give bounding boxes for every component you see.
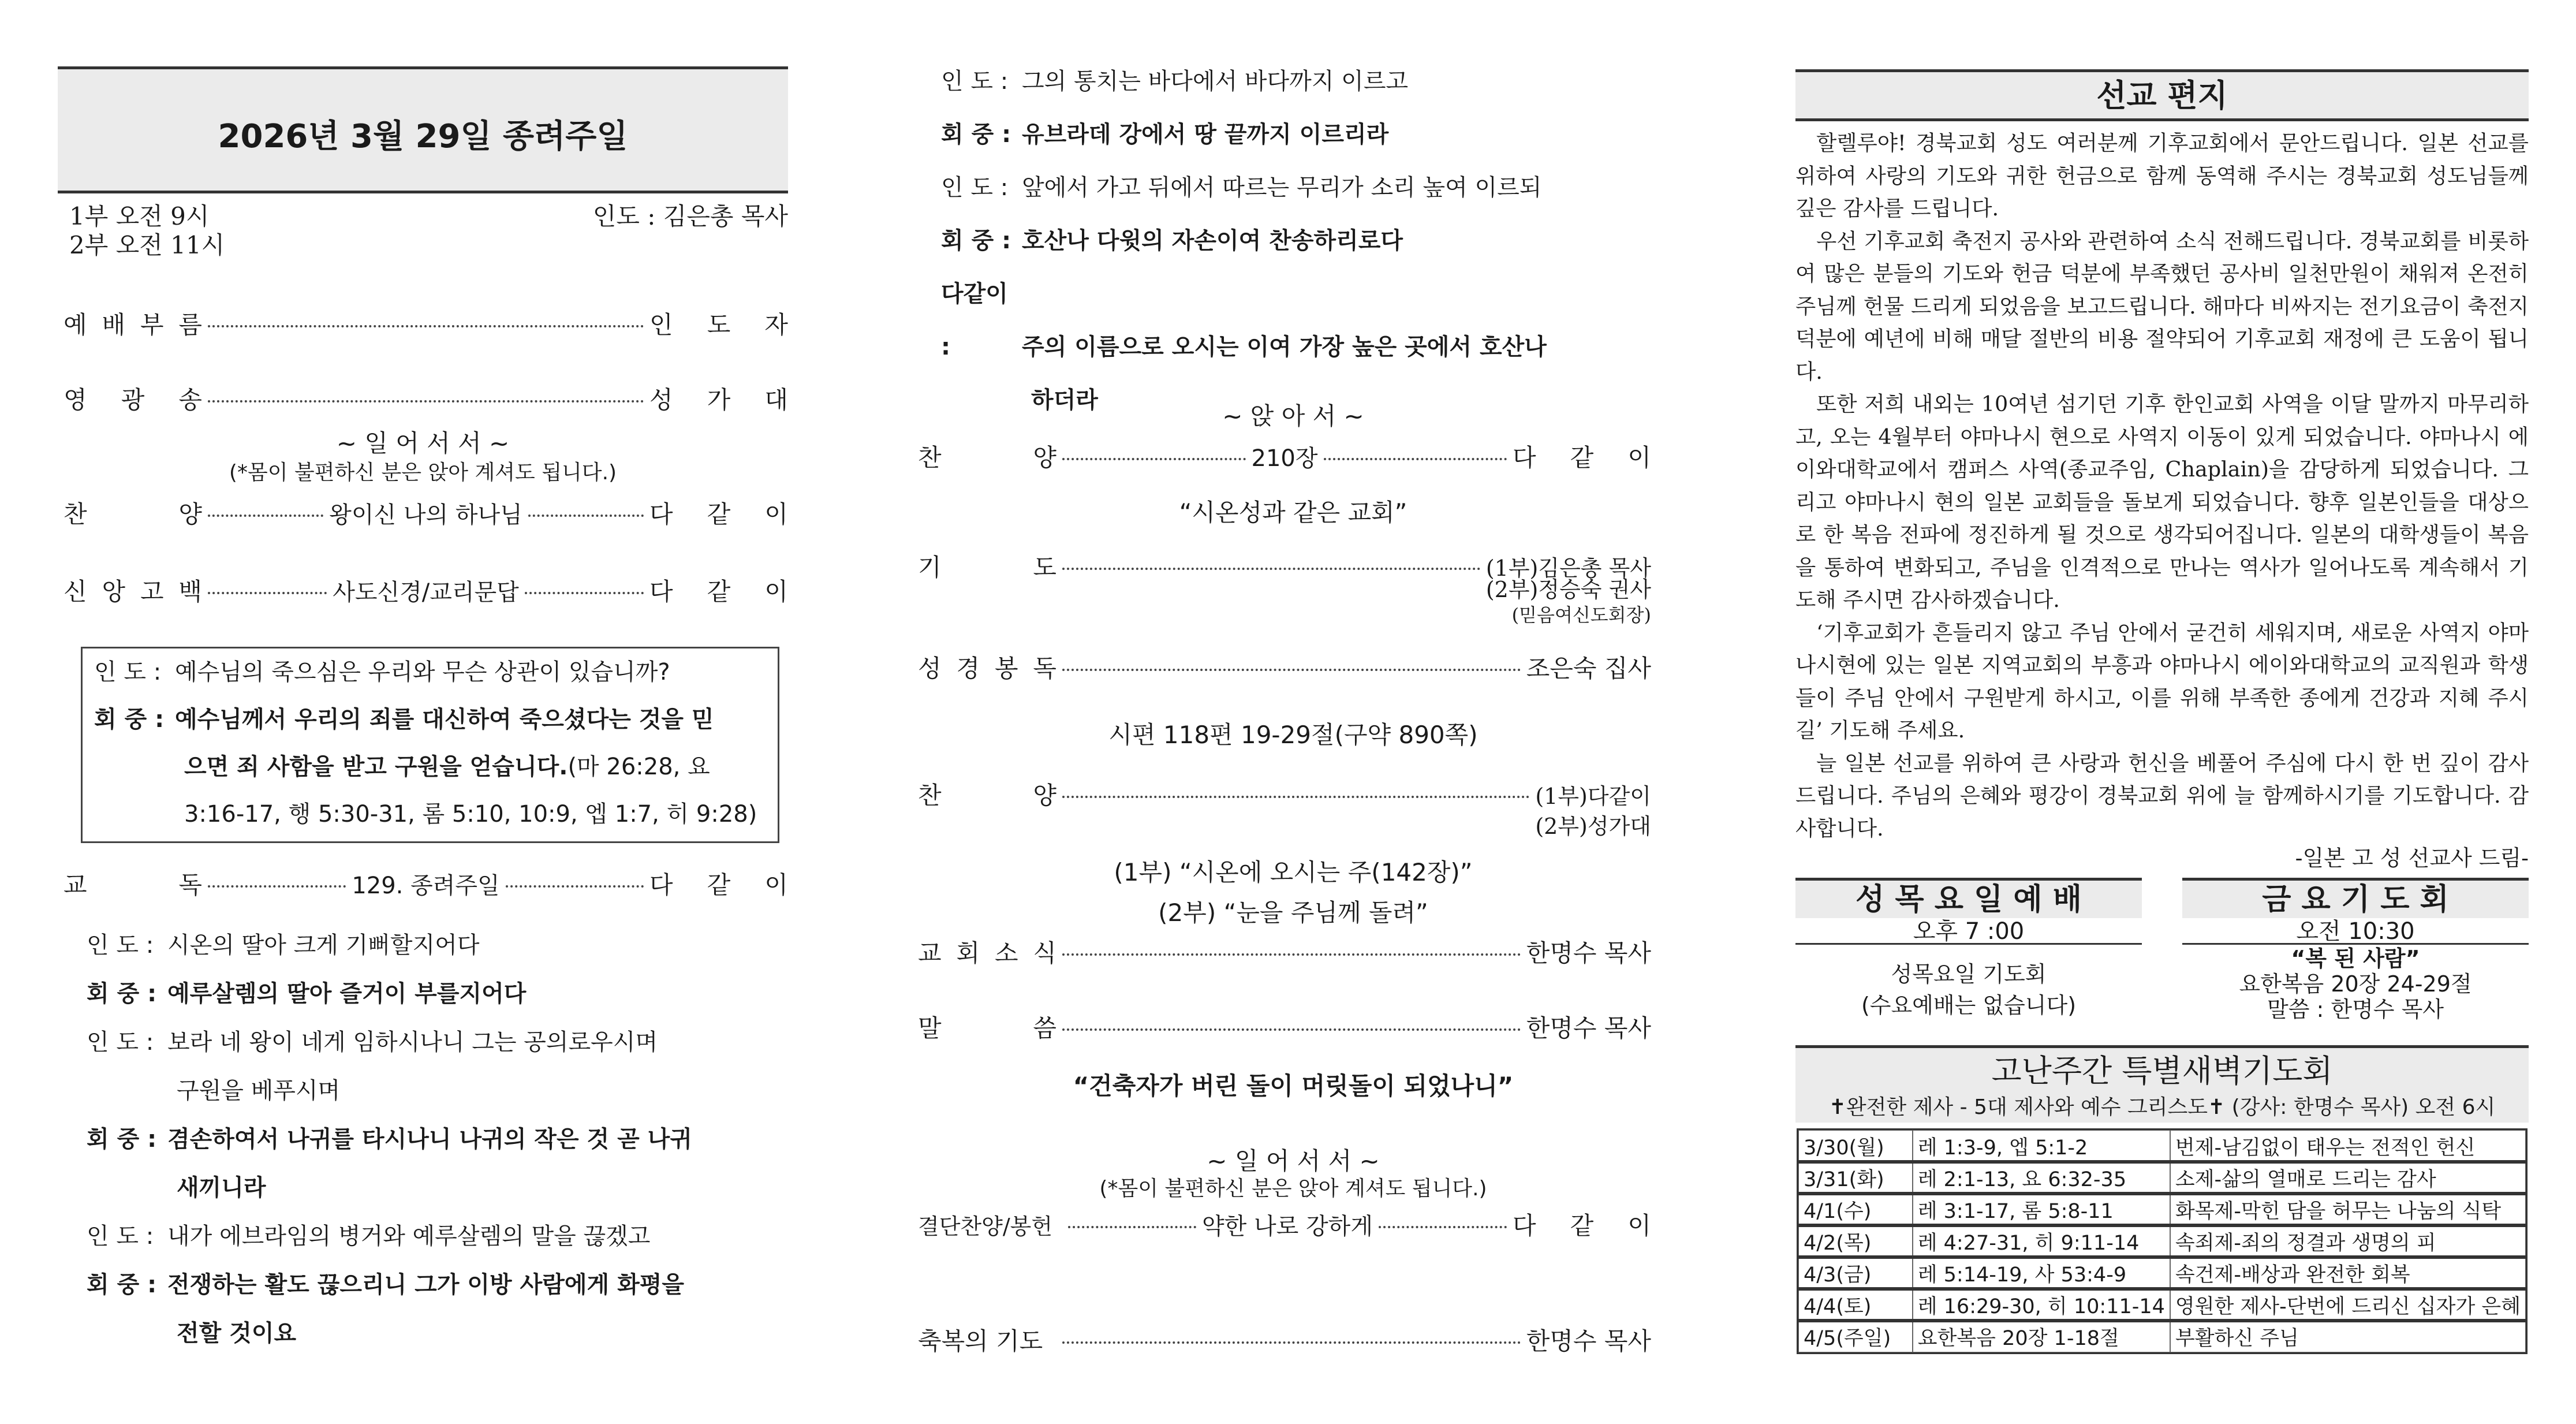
order-item-news xyxy=(918,934,1651,969)
letter-paragraph: ‘기후교회가 흔들리지 않고 주님 안에서 굳건히 세워지며, 새로운 사역지 야마나시현에 있는 일본 지역교회의 부흥과 야마나시 에이와대학교의 교직원과 학생들이 주님 안에서 구원받게 하시고, 이를 위해 부족한 종에게 건강과 지혜 주시길’ 기도해 주세요. xyxy=(1795,620,2529,743)
friday-prayer-title: 금 요 기 도 회 xyxy=(2182,878,2529,918)
reading-line: 회 중 : 호산나 다윗의 자손이여 찬송하리로다 xyxy=(941,228,1403,254)
order-item-gloria xyxy=(64,381,788,416)
table-cell-date: 4/2(목) xyxy=(1798,1225,1913,1257)
order-title: 약한 나로 강하게 xyxy=(1202,1213,1373,1240)
reading-line: 인 도 : 시온의 딸아 크게 기뻐할지어다 xyxy=(87,932,480,959)
catechism-line: 으면 죄 사함을 받고 구원을 얻습니다.(마 26:28, 요 xyxy=(184,754,710,780)
order-title: 129. 종려주일 xyxy=(352,873,500,899)
middle-column xyxy=(918,0,1668,1424)
letter-paragraph: 늘 일본 선교를 위하여 큰 사랑과 헌신을 베풀어 주심에 다시 한 번 깊이 감사드립니다. 주님의 은혜와 평강이 경북교회 위에 늘 함께하시기를 기도합니다. 감사합니다. xyxy=(1795,750,2529,841)
order-person: 한명수 목사 xyxy=(1526,1014,1651,1042)
order-label: 결단찬양/봉헌 xyxy=(918,1214,1053,1239)
stand-instruction: ~ 일 어 서 서 ~ xyxy=(1207,1147,1380,1175)
reading-line: 전할 것이요 xyxy=(177,1320,297,1347)
reading-line: 새끼니라 xyxy=(177,1175,266,1201)
reading-line: 인 도 : 보라 네 왕이 네게 임하시나니 그는 공의로우시며 xyxy=(87,1029,658,1056)
table-row xyxy=(1798,1194,2526,1225)
table-cell-passage: 레 16:29-30, 히 10:11-14 xyxy=(1913,1289,2170,1321)
table-cell-theme: 속건제-배상과 완전한 회복 xyxy=(2170,1257,2526,1289)
order-person: (1부)다같이 xyxy=(1535,784,1651,809)
reading-line: 다같이 : 주의 이름으로 오시는 이여 가장 높은 곳에서 호산나 xyxy=(941,281,1547,360)
table-row xyxy=(1798,1162,2526,1194)
leader-dots xyxy=(1068,1226,1196,1228)
catechism-line: 3:16-17, 행 5:30-31, 롬 5:10, 10:9, 엡 1:7, 히 9:28) xyxy=(184,801,757,827)
thursday-service-title: 성 목 요 일 예 배 xyxy=(1795,878,2142,918)
table-cell-date: 4/4(토) xyxy=(1798,1289,1913,1321)
order-item-benediction xyxy=(918,1322,1651,1357)
table-cell-date: 4/3(금) xyxy=(1798,1257,1913,1289)
table-cell-passage: 레 5:14-19, 사 53:4-9 xyxy=(1913,1257,2170,1289)
order-person: 다 같 이 xyxy=(1513,1211,1651,1240)
leader-dots xyxy=(1062,796,1529,798)
bulletin-title-box xyxy=(58,66,788,193)
order-label: 영 광 송 xyxy=(64,386,202,414)
order-label: 말 씀 xyxy=(918,1014,1056,1042)
order-person: 한명수 목사 xyxy=(1526,1327,1651,1355)
prayer-person-2: (2부)정승숙 권사 xyxy=(1485,577,1651,602)
reading-line: 인 도 : 앞에서 가고 뒤에서 따르는 무리가 소리 높여 이르되 xyxy=(941,174,1542,201)
mission-letter-title: 선교 편지 xyxy=(1795,69,2529,121)
order-title: 210장 xyxy=(1251,445,1318,472)
prayer-person-2-role: (믿음여신도회장) xyxy=(1511,604,1651,626)
table-cell-passage: 요한복음 20장 1-18절 xyxy=(1913,1321,2170,1352)
order-person: 한명수 목사 xyxy=(1526,939,1651,967)
reading-line: 회 중 : 전쟁하는 활도 끊으리니 그가 이방 사람에게 화평을 xyxy=(87,1272,684,1298)
letter-paragraph: 할렐루야! 경북교회 성도 여러분께 기후교회에서 문안드립니다. 일본 선교를 위하여 사랑의 기도와 귀한 헌금으로 함께 동역해 주시는 경북교회 성도님들께 깊은 감사를 드립니다. xyxy=(1795,131,2529,221)
order-person: 조은숙 집사 xyxy=(1526,654,1651,683)
leader-dots xyxy=(1062,1028,1521,1031)
order-label: 찬 양 xyxy=(64,500,202,528)
anthem-2: (2부) “눈을 주님께 돌려” xyxy=(1158,899,1428,927)
order-item-creed xyxy=(64,573,788,607)
order-label: 교 회 소 식 xyxy=(918,939,1056,967)
order-item-call xyxy=(64,306,788,341)
order-item-hymn xyxy=(918,439,1651,474)
leader-dots xyxy=(1324,458,1507,460)
table-cell-passage: 레 3:1-17, 롬 5:8-11 xyxy=(1913,1194,2170,1225)
stand-note: (*몸이 불편하신 분은 앉아 계셔도 됩니다.) xyxy=(1099,1177,1487,1201)
order-label: 성 경 봉 독 xyxy=(918,654,1056,683)
friday-prayer-detail xyxy=(2182,946,2529,1022)
catechism-line: 회 중 : 예수님께서 우리의 죄를 대신하여 죽으셨다는 것을 믿 xyxy=(94,706,714,733)
catechism-text xyxy=(94,648,772,838)
order-label: 신 앙 고 백 xyxy=(64,577,202,606)
anthem-person-2: (2부)성가대 xyxy=(1535,814,1651,839)
letter-paragraph: 우선 기후교회 축전지 공사와 관련하여 소식 전해드립니다. 경북교회를 비롯하여 많은 분들의 기도와 헌금 덕분에 부족했던 공사비 일천만원이 채워져 온전히 주님께 헌물 드리게 되었음을 보고드립니다. 해마다 비싸지는 전기요금이 축전지 덕분에 예년에 비해 매달 절반의 비용 절약되어 기후교회 재정에 큰 도움이 됩니다. xyxy=(1795,228,2529,384)
order-item-anthem xyxy=(918,777,1651,811)
stand-instruction: ~ 일 어 서 서 ~ xyxy=(336,429,510,457)
table-cell-theme: 부활하신 주님 xyxy=(2170,1321,2526,1352)
thursday-service-time: 오후 7 :00 xyxy=(1795,918,2142,945)
responsive-reading-1 xyxy=(87,921,788,1358)
order-label: 기 도 xyxy=(918,553,1056,581)
table-cell-theme: 속죄제-죄의 정결과 생명의 피 xyxy=(2170,1225,2526,1257)
service-leader: 인도 : 김은총 목사 xyxy=(592,202,788,230)
service-time-1: 1부 오전 9시 xyxy=(69,202,210,230)
reading-line: 구원을 베푸시며 xyxy=(177,1078,341,1104)
table-row xyxy=(1798,1257,2526,1289)
leader-dots xyxy=(528,515,644,517)
order-title: 사도신경/교리문답 xyxy=(333,579,519,606)
table-cell-date: 3/31(화) xyxy=(1798,1162,1913,1194)
leader-dots xyxy=(208,400,644,402)
order-person: 성 가 대 xyxy=(649,386,788,414)
dawn-prayer-title: 고난주간 특별새벽기도회 xyxy=(1795,1045,2529,1094)
leader-dots xyxy=(208,592,327,594)
thursday-service-detail xyxy=(1795,959,2142,1021)
table-cell-theme: 번제-남김없이 태우는 전적인 헌신 xyxy=(2170,1130,2526,1162)
friday-line: 말씀 : 한명수 목사 xyxy=(2267,997,2444,1022)
table-row xyxy=(1798,1289,2526,1321)
order-label: 찬 양 xyxy=(918,443,1056,472)
order-person: 다 같 이 xyxy=(649,500,788,528)
thursday-line: (수요예배는 없습니다) xyxy=(1861,993,2077,1018)
order-person: 다 같 이 xyxy=(1513,443,1651,472)
order-person: (1부)김은총 목사 xyxy=(1485,556,1651,581)
bulletin-title: 2026년 3월 29일 종려주일 xyxy=(218,118,628,155)
reading-line: 회 중 : 유브라데 강에서 땅 끝까지 이르리라 xyxy=(941,121,1389,148)
table-cell-passage: 레 4:27-31, 히 9:11-14 xyxy=(1913,1225,2170,1257)
dawn-prayer-table xyxy=(1798,1129,2526,1353)
friday-line: 요한복음 20장 24-29절 xyxy=(2239,971,2472,997)
table-row xyxy=(1798,1321,2526,1352)
reading-line: 하더라 xyxy=(1031,387,1098,413)
reading-line: 인 도 : 내가 에브라임의 병거와 예루살렘의 말을 끊겠고 xyxy=(87,1223,651,1250)
table-cell-theme: 소제-삶의 열매로 드리는 감사 xyxy=(2170,1162,2526,1194)
order-person: 다 같 이 xyxy=(649,577,788,606)
table-cell-date: 3/30(월) xyxy=(1798,1130,1913,1162)
catechism-box xyxy=(81,647,779,843)
leader-dots xyxy=(208,515,323,517)
reading-line: 회 중 : 겸손하여서 나귀를 타시나니 나귀의 작은 것 곧 나귀 xyxy=(87,1126,692,1153)
sit-instruction: ~ 앉 아 서 ~ xyxy=(1222,402,1364,430)
table-cell-date: 4/1(수) xyxy=(1798,1194,1913,1225)
order-label: 교 독 xyxy=(64,871,202,899)
leader-dots xyxy=(1062,1341,1521,1344)
dawn-prayer-subtitle: ✝완전한 제사 - 5대 제사와 예수 그리스도✝ (강사: 한명수 목사) 오전 6시 xyxy=(1795,1094,2529,1123)
order-item-scripture xyxy=(918,650,1651,684)
hymn-title: “시온성과 같은 교회” xyxy=(1179,498,1408,527)
order-label: 찬 양 xyxy=(918,781,1056,810)
catechism-line: 인 도 : 예수님의 죽으심은 우리와 무슨 상관이 있습니까? xyxy=(94,659,670,685)
order-person: 인 도 자 xyxy=(649,311,788,339)
left-column xyxy=(58,0,808,1424)
thursday-line: 성목요일 기도회 xyxy=(1891,961,2047,987)
letter-paragraph: 또한 저희 내외는 10여년 섬기던 기후 한인교회 사역을 이달 말까지 마무리하고, 오는 4월부터 야마나시 현으로 사역지 이동이 있게 되었습니다. 야마나시 에이와대학교에서 캠퍼스 사역(종교주임, Chaplain)을 감당하게 되었습니다. 그리고 야마나시 현의 일본 교회들을 돌보게 되었습니다. 향후 일본인들을 대상으로 한 복음 전파에 정진하게 될 것으로 생각되어집니다. 일본의 대학생들이 복음을 통하여 변화되고, 주님을 인격적으로 만나는 역사가 일어나도록 계속해서 기도해 주시면 감사하겠습니다. xyxy=(1795,392,2529,612)
leader-dots xyxy=(208,885,346,888)
leader-dots xyxy=(1062,458,1246,460)
friday-prayer-time: 오전 10:30 xyxy=(2182,918,2529,945)
reading-line: 인 도 : 그의 통치는 바다에서 바다까지 이르고 xyxy=(941,68,1409,95)
table-cell-theme: 영원한 제사-단번에 드리신 십자가 은혜 xyxy=(2170,1289,2526,1321)
responsive-reading-2 xyxy=(941,55,1668,427)
leader-dots xyxy=(1062,568,1480,570)
table-row xyxy=(1798,1225,2526,1257)
letter-signature: -일본 고 성 선교사 드림- xyxy=(2295,845,2529,871)
sermon-title: “건축자가 버린 돌이 머릿돌이 되었나니” xyxy=(1073,1072,1514,1100)
stand-note: (*몸이 불편하신 분은 앉아 계셔도 됩니다.) xyxy=(229,461,617,484)
mission-letter-body xyxy=(1795,127,2529,845)
table-cell-theme: 화목제-막힌 담을 허무는 나눔의 식탁 xyxy=(2170,1194,2526,1225)
order-item-offering xyxy=(918,1207,1651,1242)
table-cell-date: 4/5(주일) xyxy=(1798,1321,1913,1352)
order-title: 왕이신 나의 하나님 xyxy=(329,502,522,528)
order-person: 다 같 이 xyxy=(649,871,788,899)
leader-dots xyxy=(1062,953,1521,956)
service-time-2: 2부 오전 11시 xyxy=(69,231,225,259)
scripture-reference: 시편 118편 19-29절(구약 890쪽) xyxy=(1108,721,1478,749)
right-column xyxy=(1795,0,2529,1424)
table-cell-passage: 레 1:3-9, 엡 5:1-2 xyxy=(1913,1130,2170,1162)
leader-dots xyxy=(1379,1226,1507,1228)
order-item-reading xyxy=(64,866,788,901)
order-label: 축복의 기도 xyxy=(918,1327,1043,1355)
order-item-hymn xyxy=(64,495,788,530)
reading-line: 회 중 : 예루살렘의 딸아 즐거이 부를지어다 xyxy=(87,981,527,1007)
friday-line: “복 된 사람” xyxy=(2291,946,2420,971)
leader-dots xyxy=(208,325,644,327)
leader-dots xyxy=(506,885,644,888)
leader-dots xyxy=(1062,669,1521,671)
anthem-1: (1부) “시온에 오시는 주(142장)” xyxy=(1114,858,1473,886)
table-cell-passage: 레 2:1-13, 요 6:32-35 xyxy=(1913,1162,2170,1194)
table-row xyxy=(1798,1130,2526,1162)
order-item-sermon xyxy=(918,1009,1651,1044)
leader-dots xyxy=(525,592,644,594)
order-label: 예 배 부 름 xyxy=(64,311,202,339)
